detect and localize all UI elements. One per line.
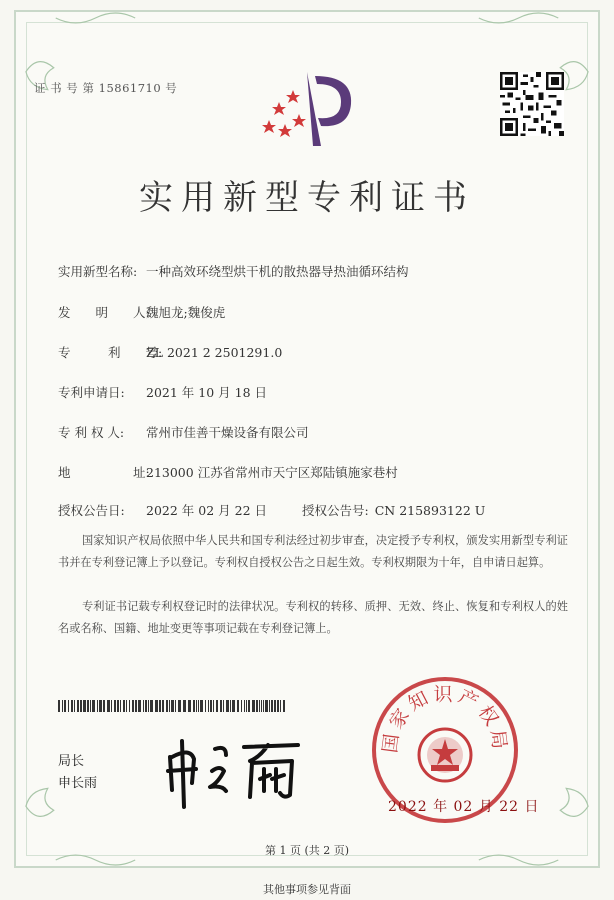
field-label: 实用新型名称: <box>58 264 138 279</box>
field-value: 魏旭龙;魏俊虎 <box>146 305 226 320</box>
field-label: 授权公告号: <box>302 503 369 518</box>
field-value: ZL 2021 2 2501291.0 <box>146 345 283 360</box>
seal-date: 2022 年 02 月 22 日 <box>388 799 540 815</box>
field-value: 2021 年 10 月 18 日 <box>146 385 267 400</box>
field-label: 专 利 号: <box>58 345 163 360</box>
signature-icon <box>160 735 305 810</box>
field-patent-number <box>58 343 282 361</box>
field-filing-date <box>58 383 267 401</box>
paragraph-grant-statement: 国家知识产权局依照中华人民共和国专利法经过初步审查，决定授予专利权，颁发实用新型专利证书并在专利登记簿上予以登记。专利权自授权公告之日起生效。专利权期限为十年，自申请日起算。 <box>58 534 568 569</box>
field-value: 一种高效环绕型烘干机的散热器导热油循环结构 <box>146 264 409 279</box>
field-grant-date <box>58 501 267 519</box>
field-label: 发 明 人: <box>58 305 150 320</box>
cnipa-logo-icon <box>255 62 360 147</box>
field-grant-number <box>302 501 485 519</box>
barcode-icon <box>58 700 286 712</box>
field-patentee <box>58 423 309 441</box>
field-inventor <box>58 303 225 321</box>
director-name: 申长雨 <box>58 776 98 791</box>
svg-text:国家知识产权局: 国家知识产权局 <box>379 683 511 755</box>
field-label: 授权公告日: <box>58 503 125 518</box>
paragraph-legal-status: 专利证书记载专利权登记时的法律状况。专利权的转移、质押、无效、终止、恢复和专利权人的姓名或名称、国籍、地址变更等事项记载在专利登记簿上。 <box>58 600 568 635</box>
footnote: 其他事项参见背面 <box>263 883 351 896</box>
field-value: 常州市佳善干燥设备有限公司 <box>146 425 309 440</box>
certificate-number: 证 书 号 第 15861710 号 <box>34 81 178 95</box>
field-label: 专利申请日: <box>58 385 125 400</box>
qr-code-icon <box>500 72 564 136</box>
field-patent-name <box>58 262 409 280</box>
field-label: 专 利 权 人: <box>58 425 125 440</box>
certificate-title: 实用新型专利证书 <box>139 178 475 218</box>
field-address <box>58 463 398 481</box>
page-number: 第 1 页 (共 2 页) <box>264 844 350 857</box>
field-label: 地 址: <box>58 465 150 480</box>
field-value: 213000 江苏省常州市天宁区郑陆镇施家巷村 <box>146 465 398 480</box>
field-value: 2022 年 02 月 22 日 <box>146 503 267 518</box>
director-title: 局长 <box>58 754 85 769</box>
field-value: CN 215893122 U <box>374 503 486 518</box>
